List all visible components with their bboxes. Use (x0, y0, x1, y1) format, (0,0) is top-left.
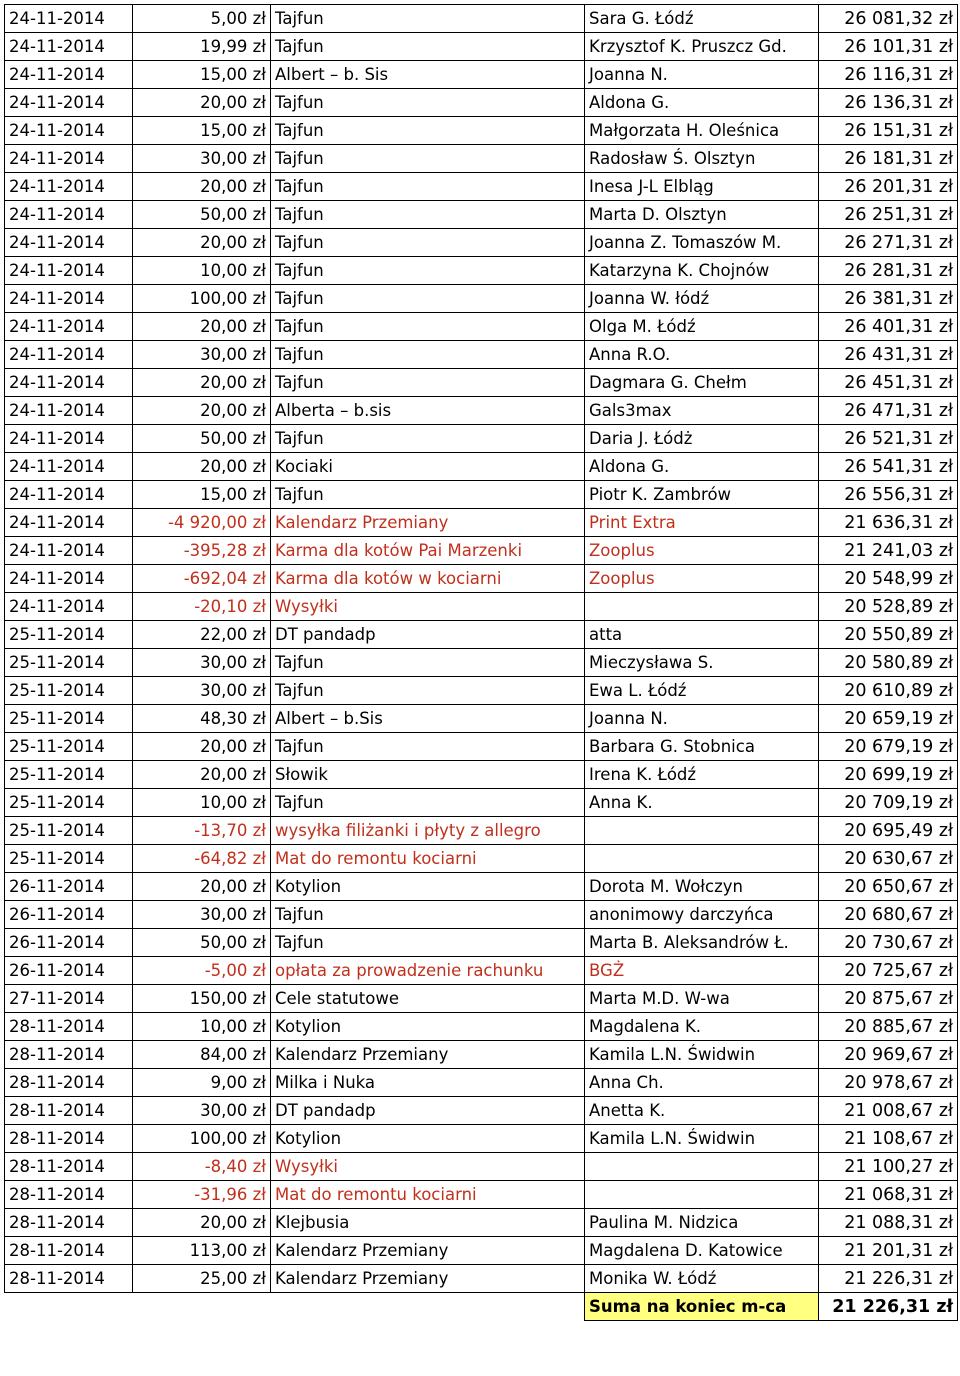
transaction-date: 24-11-2014 (5, 145, 133, 173)
transaction-amount: 10,00 zł (133, 1013, 271, 1041)
transaction-date: 24-11-2014 (5, 565, 133, 593)
running-balance: 20 969,67 zł (819, 1041, 958, 1069)
transaction-date: 25-11-2014 (5, 733, 133, 761)
transaction-title: Kalendarz Przemiany (271, 1041, 585, 1069)
running-balance: 26 181,31 zł (819, 145, 958, 173)
transaction-donor: BGŻ (585, 957, 819, 985)
transaction-amount: 25,00 zł (133, 1265, 271, 1293)
table-row (5, 341, 958, 369)
running-balance: 21 636,31 zł (819, 509, 958, 537)
transaction-amount: 19,99 zł (133, 33, 271, 61)
table-row (5, 285, 958, 313)
transaction-date: 24-11-2014 (5, 369, 133, 397)
transaction-date: 26-11-2014 (5, 929, 133, 957)
transaction-title: Tajfun (271, 173, 585, 201)
running-balance: 26 101,31 zł (819, 33, 958, 61)
running-balance: 21 201,31 zł (819, 1237, 958, 1265)
transaction-date: 24-11-2014 (5, 397, 133, 425)
transaction-amount: 20,00 zł (133, 173, 271, 201)
transaction-date: 28-11-2014 (5, 1209, 133, 1237)
transaction-amount: 113,00 zł (133, 1237, 271, 1265)
transaction-donor: Małgorzata H. Oleśnica (585, 117, 819, 145)
transaction-title: Tajfun (271, 117, 585, 145)
transaction-donor: Marta B. Aleksandrów Ł. (585, 929, 819, 957)
transaction-title: Karma dla kotów w kociarni (271, 565, 585, 593)
transaction-date: 24-11-2014 (5, 61, 133, 89)
transaction-amount: 100,00 zł (133, 1125, 271, 1153)
transaction-title: Tajfun (271, 425, 585, 453)
table-row (5, 845, 958, 873)
transaction-amount: 30,00 zł (133, 341, 271, 369)
transaction-title: Wysyłki (271, 1153, 585, 1181)
table-row (5, 733, 958, 761)
transaction-title: Tajfun (271, 145, 585, 173)
transaction-amount: -20,10 zł (133, 593, 271, 621)
transaction-amount: 30,00 zł (133, 145, 271, 173)
transaction-amount: 20,00 zł (133, 733, 271, 761)
transaction-title: Tajfun (271, 649, 585, 677)
transaction-date: 25-11-2014 (5, 621, 133, 649)
table-row (5, 5, 958, 33)
table-row (5, 313, 958, 341)
table-row (5, 873, 958, 901)
transaction-title: Kalendarz Przemiany (271, 509, 585, 537)
running-balance: 26 251,31 zł (819, 201, 958, 229)
transaction-amount: 150,00 zł (133, 985, 271, 1013)
table-row (5, 985, 958, 1013)
running-balance: 20 725,67 zł (819, 957, 958, 985)
running-balance: 26 381,31 zł (819, 285, 958, 313)
transaction-amount: 48,30 zł (133, 705, 271, 733)
transaction-title: opłata za prowadzenie rachunku (271, 957, 585, 985)
transaction-title: Tajfun (271, 285, 585, 313)
transaction-amount: 50,00 zł (133, 929, 271, 957)
transaction-title: Tajfun (271, 481, 585, 509)
table-row (5, 117, 958, 145)
running-balance: 20 730,67 zł (819, 929, 958, 957)
transaction-amount: 100,00 zł (133, 285, 271, 313)
transaction-donor: Katarzyna K. Chojnów (585, 257, 819, 285)
table-row (5, 453, 958, 481)
table-row (5, 509, 958, 537)
transaction-title: Kotylion (271, 1013, 585, 1041)
table-row (5, 1209, 958, 1237)
transaction-amount: -692,04 zł (133, 565, 271, 593)
transaction-donor: Dagmara G. Chełm (585, 369, 819, 397)
running-balance: 20 550,89 zł (819, 621, 958, 649)
running-balance: 20 610,89 zł (819, 677, 958, 705)
transaction-date: 25-11-2014 (5, 789, 133, 817)
transaction-donor: Kamila L.N. Świdwin (585, 1041, 819, 1069)
transaction-amount: 15,00 zł (133, 481, 271, 509)
transaction-date: 28-11-2014 (5, 1097, 133, 1125)
transaction-title: Tajfun (271, 789, 585, 817)
transaction-date: 24-11-2014 (5, 89, 133, 117)
transaction-donor: Barbara G. Stobnica (585, 733, 819, 761)
running-balance: 20 679,19 zł (819, 733, 958, 761)
transaction-amount: -395,28 zł (133, 537, 271, 565)
transaction-date: 24-11-2014 (5, 173, 133, 201)
table-row (5, 1013, 958, 1041)
table-row (5, 901, 958, 929)
transaction-amount: 5,00 zł (133, 5, 271, 33)
table-row (5, 89, 958, 117)
transaction-title: Kotylion (271, 1125, 585, 1153)
transaction-date: 25-11-2014 (5, 649, 133, 677)
transaction-date: 27-11-2014 (5, 985, 133, 1013)
transaction-title: Słowik (271, 761, 585, 789)
transaction-donor: Ewa L. Łódź (585, 677, 819, 705)
table-row (5, 173, 958, 201)
transaction-date: 28-11-2014 (5, 1125, 133, 1153)
table-row (5, 565, 958, 593)
table-row (5, 1097, 958, 1125)
transaction-amount: 30,00 zł (133, 1097, 271, 1125)
transaction-date: 24-11-2014 (5, 201, 133, 229)
running-balance: 20 630,67 zł (819, 845, 958, 873)
transaction-title: Mat do remontu kociarni (271, 845, 585, 873)
transaction-donor: Radosław Ś. Olsztyn (585, 145, 819, 173)
table-row (5, 145, 958, 173)
table-row (5, 1069, 958, 1097)
transaction-donor: Magdalena D. Katowice (585, 1237, 819, 1265)
table-row (5, 397, 958, 425)
transaction-title: Milka i Nuka (271, 1069, 585, 1097)
running-balance: 20 699,19 zł (819, 761, 958, 789)
transaction-donor: Marta M.D. W-wa (585, 985, 819, 1013)
transaction-title: DT pandadp (271, 621, 585, 649)
transaction-title: Albert – b.Sis (271, 705, 585, 733)
table-row (5, 257, 958, 285)
running-balance: 20 875,67 zł (819, 985, 958, 1013)
table-row (5, 677, 958, 705)
running-balance: 20 695,49 zł (819, 817, 958, 845)
transaction-title: Kalendarz Przemiany (271, 1237, 585, 1265)
transaction-donor: Olga M. Łódź (585, 313, 819, 341)
table-row (5, 1125, 958, 1153)
running-balance: 21 068,31 zł (819, 1181, 958, 1209)
transaction-date: 24-11-2014 (5, 341, 133, 369)
transaction-date: 24-11-2014 (5, 229, 133, 257)
transaction-donor (585, 817, 819, 845)
summary-label: Suma na koniec m-ca (585, 1293, 819, 1321)
transaction-date: 24-11-2014 (5, 285, 133, 313)
transaction-title: Tajfun (271, 733, 585, 761)
running-balance: 26 081,32 zł (819, 5, 958, 33)
transaction-date: 25-11-2014 (5, 677, 133, 705)
transaction-title: Wysyłki (271, 593, 585, 621)
transaction-amount: -5,00 zł (133, 957, 271, 985)
transaction-date: 24-11-2014 (5, 481, 133, 509)
running-balance: 26 521,31 zł (819, 425, 958, 453)
transaction-donor: Zooplus (585, 537, 819, 565)
transaction-date: 25-11-2014 (5, 705, 133, 733)
transaction-date: 25-11-2014 (5, 845, 133, 873)
transaction-date: 24-11-2014 (5, 593, 133, 621)
transaction-donor: Magdalena K. (585, 1013, 819, 1041)
transaction-amount: -8,40 zł (133, 1153, 271, 1181)
table-row (5, 61, 958, 89)
transaction-amount: 30,00 zł (133, 677, 271, 705)
transaction-title: Tajfun (271, 369, 585, 397)
transaction-date: 24-11-2014 (5, 453, 133, 481)
running-balance: 21 226,31 zł (819, 1265, 958, 1293)
transaction-title: Klejbusia (271, 1209, 585, 1237)
transaction-date: 24-11-2014 (5, 537, 133, 565)
transaction-date: 26-11-2014 (5, 873, 133, 901)
transaction-donor: atta (585, 621, 819, 649)
running-balance: 26 401,31 zł (819, 313, 958, 341)
transaction-donor: Joanna N. (585, 705, 819, 733)
table-row (5, 817, 958, 845)
summary-row (5, 1293, 958, 1321)
transaction-donor: Gals3max (585, 397, 819, 425)
table-row (5, 201, 958, 229)
table-row (5, 1265, 958, 1293)
running-balance: 26 281,31 zł (819, 257, 958, 285)
transaction-donor: Anna Ch. (585, 1069, 819, 1097)
transaction-amount: 50,00 zł (133, 201, 271, 229)
transaction-donor: Joanna Z. Tomaszów M. (585, 229, 819, 257)
table-row (5, 369, 958, 397)
transaction-title: Cele statutowe (271, 985, 585, 1013)
running-balance: 20 650,67 zł (819, 873, 958, 901)
transaction-amount: 9,00 zł (133, 1069, 271, 1097)
transaction-amount: 15,00 zł (133, 117, 271, 145)
running-balance: 20 548,99 zł (819, 565, 958, 593)
transaction-amount: 20,00 zł (133, 873, 271, 901)
running-balance: 20 885,67 zł (819, 1013, 958, 1041)
table-row (5, 593, 958, 621)
transaction-donor: Monika W. Łódź (585, 1265, 819, 1293)
transaction-donor: Print Extra (585, 509, 819, 537)
transaction-date: 24-11-2014 (5, 313, 133, 341)
transaction-donor: Kamila L.N. Świdwin (585, 1125, 819, 1153)
transaction-title: Tajfun (271, 313, 585, 341)
transaction-donor (585, 593, 819, 621)
transaction-title: Albert – b. Sis (271, 61, 585, 89)
running-balance: 20 659,19 zł (819, 705, 958, 733)
transaction-title: Kociaki (271, 453, 585, 481)
transaction-amount: -4 920,00 zł (133, 509, 271, 537)
transaction-donor: Zooplus (585, 565, 819, 593)
transaction-amount: 20,00 zł (133, 397, 271, 425)
transaction-title: Kalendarz Przemiany (271, 1265, 585, 1293)
summary-spacer (5, 1293, 585, 1321)
running-balance: 26 451,31 zł (819, 369, 958, 397)
transaction-date: 28-11-2014 (5, 1153, 133, 1181)
transaction-date: 28-11-2014 (5, 1069, 133, 1097)
transaction-donor: Aldona G. (585, 453, 819, 481)
table-row (5, 481, 958, 509)
transaction-amount: 30,00 zł (133, 649, 271, 677)
transaction-date: 24-11-2014 (5, 33, 133, 61)
transaction-title: Alberta – b.sis (271, 397, 585, 425)
transaction-donor: Joanna N. (585, 61, 819, 89)
running-balance: 26 116,31 zł (819, 61, 958, 89)
table-row (5, 649, 958, 677)
transaction-donor: Daria J. Łódż (585, 425, 819, 453)
table-row (5, 537, 958, 565)
table-row (5, 705, 958, 733)
table-row (5, 621, 958, 649)
running-balance: 20 680,67 zł (819, 901, 958, 929)
table-row (5, 957, 958, 985)
transaction-title: Tajfun (271, 677, 585, 705)
running-balance: 26 471,31 zł (819, 397, 958, 425)
transaction-amount: 20,00 zł (133, 369, 271, 397)
donations-ledger-table (4, 4, 958, 1321)
transaction-donor (585, 845, 819, 873)
transaction-amount: 20,00 zł (133, 761, 271, 789)
transaction-donor: Anna K. (585, 789, 819, 817)
transaction-donor: Sara G. Łódź (585, 5, 819, 33)
transaction-title: Tajfun (271, 33, 585, 61)
transaction-title: Karma dla kotów Pai Marzenki (271, 537, 585, 565)
transaction-donor: Anna R.O. (585, 341, 819, 369)
running-balance: 20 580,89 zł (819, 649, 958, 677)
transaction-amount: 20,00 zł (133, 229, 271, 257)
running-balance: 21 008,67 zł (819, 1097, 958, 1125)
transaction-title: Tajfun (271, 89, 585, 117)
running-balance: 21 241,03 zł (819, 537, 958, 565)
transaction-donor: Dorota M. Wołczyn (585, 873, 819, 901)
transaction-amount: -13,70 zł (133, 817, 271, 845)
transaction-donor: Joanna W. łódź (585, 285, 819, 313)
transaction-donor: Piotr K. Zambrów (585, 481, 819, 509)
transaction-donor: Mieczysława S. (585, 649, 819, 677)
running-balance: 26 556,31 zł (819, 481, 958, 509)
transaction-donor: Irena K. Łódź (585, 761, 819, 789)
transaction-title: Tajfun (271, 5, 585, 33)
transaction-donor: Inesa J-L Elbląg (585, 173, 819, 201)
running-balance: 20 978,67 zł (819, 1069, 958, 1097)
table-row (5, 1153, 958, 1181)
transaction-title: Kotylion (271, 873, 585, 901)
transaction-date: 26-11-2014 (5, 957, 133, 985)
transaction-amount: 30,00 zł (133, 901, 271, 929)
transaction-date: 25-11-2014 (5, 761, 133, 789)
table-row (5, 33, 958, 61)
table-row (5, 425, 958, 453)
running-balance: 26 431,31 zł (819, 341, 958, 369)
transaction-donor: anonimowy darczyńca (585, 901, 819, 929)
transaction-date: 26-11-2014 (5, 901, 133, 929)
transaction-amount: 15,00 zł (133, 61, 271, 89)
transaction-title: wysyłka filiżanki i płyty z allegro (271, 817, 585, 845)
table-row (5, 929, 958, 957)
transaction-title: Tajfun (271, 901, 585, 929)
transaction-amount: 84,00 zł (133, 1041, 271, 1069)
running-balance: 20 709,19 zł (819, 789, 958, 817)
transaction-title: Tajfun (271, 201, 585, 229)
transaction-amount: 20,00 zł (133, 313, 271, 341)
transaction-title: Tajfun (271, 229, 585, 257)
running-balance: 21 100,27 zł (819, 1153, 958, 1181)
transaction-donor: Paulina M. Nidzica (585, 1209, 819, 1237)
running-balance: 26 151,31 zł (819, 117, 958, 145)
running-balance: 26 271,31 zł (819, 229, 958, 257)
transaction-date: 24-11-2014 (5, 257, 133, 285)
transaction-title: Tajfun (271, 929, 585, 957)
transaction-amount: 20,00 zł (133, 453, 271, 481)
table-row (5, 1181, 958, 1209)
transaction-title: DT pandadp (271, 1097, 585, 1125)
transaction-amount: 10,00 zł (133, 789, 271, 817)
table-row (5, 1041, 958, 1069)
transaction-donor (585, 1181, 819, 1209)
transaction-donor: Aldona G. (585, 89, 819, 117)
transaction-amount: 50,00 zł (133, 425, 271, 453)
transaction-amount: 10,00 zł (133, 257, 271, 285)
transaction-date: 25-11-2014 (5, 817, 133, 845)
transaction-date: 24-11-2014 (5, 117, 133, 145)
running-balance: 20 528,89 zł (819, 593, 958, 621)
running-balance: 21 088,31 zł (819, 1209, 958, 1237)
transaction-amount: 20,00 zł (133, 1209, 271, 1237)
transaction-date: 28-11-2014 (5, 1237, 133, 1265)
transaction-title: Tajfun (271, 257, 585, 285)
running-balance: 26 136,31 zł (819, 89, 958, 117)
transaction-date: 24-11-2014 (5, 5, 133, 33)
transaction-donor (585, 1153, 819, 1181)
table-row (5, 789, 958, 817)
table-row (5, 1237, 958, 1265)
summary-value: 21 226,31 zł (819, 1293, 958, 1321)
table-row (5, 761, 958, 789)
transaction-date: 28-11-2014 (5, 1265, 133, 1293)
transaction-date: 24-11-2014 (5, 509, 133, 537)
transaction-amount: 20,00 zł (133, 89, 271, 117)
ledger-body (5, 5, 958, 1293)
transaction-donor: Anetta K. (585, 1097, 819, 1125)
transaction-title: Mat do remontu kociarni (271, 1181, 585, 1209)
transaction-title: Tajfun (271, 341, 585, 369)
transaction-date: 28-11-2014 (5, 1013, 133, 1041)
running-balance: 21 108,67 zł (819, 1125, 958, 1153)
transaction-donor: Marta D. Olsztyn (585, 201, 819, 229)
table-row (5, 229, 958, 257)
transaction-amount: -64,82 zł (133, 845, 271, 873)
transaction-amount: -31,96 zł (133, 1181, 271, 1209)
running-balance: 26 541,31 zł (819, 453, 958, 481)
running-balance: 26 201,31 zł (819, 173, 958, 201)
transaction-amount: 22,00 zł (133, 621, 271, 649)
transaction-date: 24-11-2014 (5, 425, 133, 453)
transaction-date: 28-11-2014 (5, 1041, 133, 1069)
transaction-donor: Krzysztof K. Pruszcz Gd. (585, 33, 819, 61)
transaction-date: 28-11-2014 (5, 1181, 133, 1209)
